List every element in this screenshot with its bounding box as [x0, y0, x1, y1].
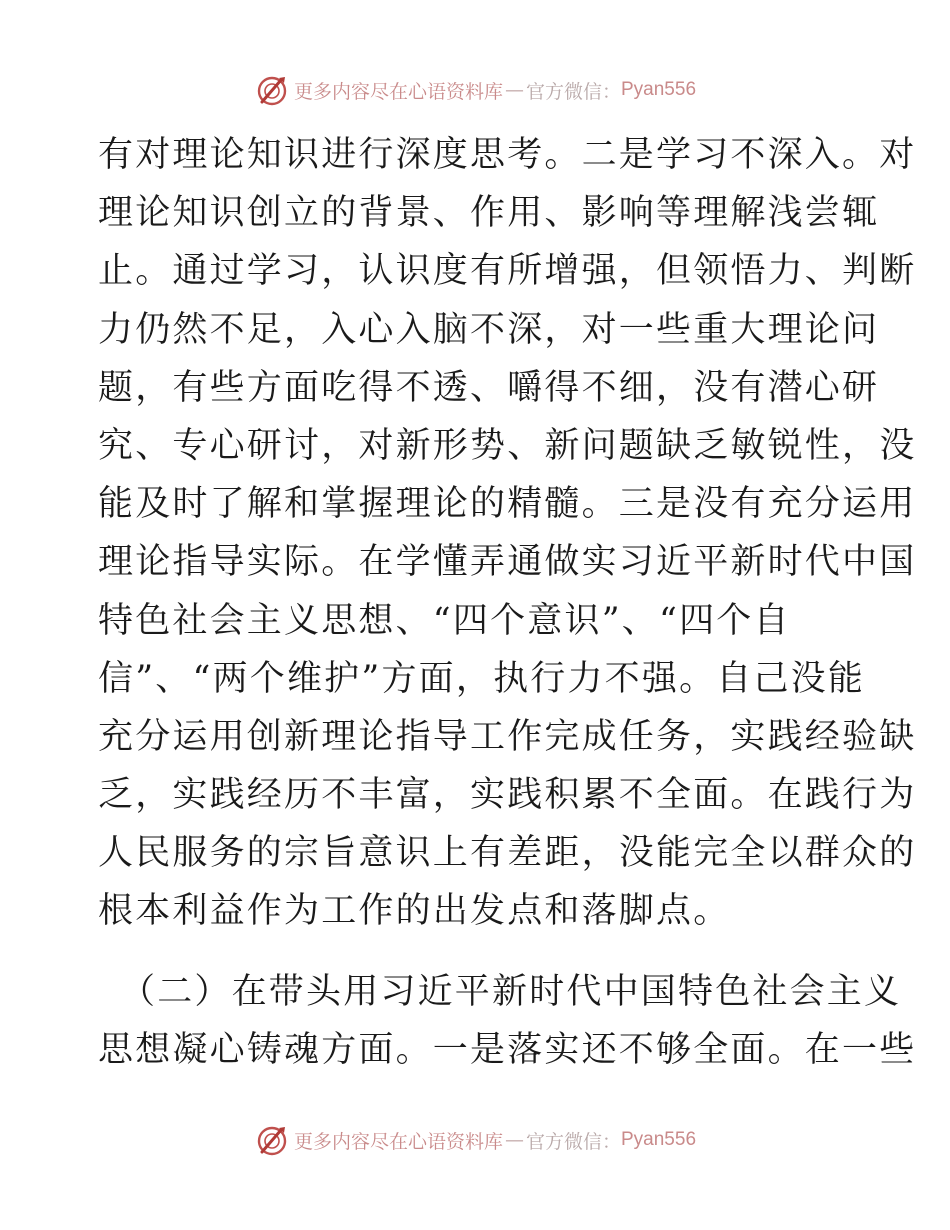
text-line: 止。通过学习，认识度有所增强，但领悟力、判断 — [98, 251, 917, 292]
brand-logo-icon — [254, 72, 290, 108]
text-line: 理论指导实际。在学懂弄通做实习近平新时代中国 — [98, 542, 917, 583]
watermark-brand: 更多内容尽在心语资料库 — [293, 80, 503, 103]
text-line: 信”、“两个维护”方面，执行力不强。自己没能 — [98, 658, 866, 699]
text-line: 有对理论知识进行深度思考。二是学习不深入。对 — [98, 135, 917, 175]
text-line: 乏，实践经历不丰富，实践积累不全面。在践行为 — [98, 775, 917, 816]
text-line: 究、专心研讨，对新形势、新问题缺乏敏锐性，没 — [98, 425, 917, 466]
text-line: 力仍然不足，入心入脑不深，对一些重大理论问 — [98, 309, 880, 350]
document-body — [98, 126, 917, 1079]
text-line: 思想凝心铸魂方面。一是落实还不够全面。在一些 — [98, 1029, 917, 1070]
text-line: 根本利益作为工作的出发点和落脚点。 — [98, 891, 731, 932]
watermark-wechat-label: 官方微信： — [525, 80, 621, 103]
text-line: 能及时了解和掌握理论的精髓。三是没有充分运用 — [98, 484, 917, 525]
text-line: 特色社会主义思想、“四个意识”、“四个自 — [98, 600, 791, 641]
text-line: 理论知识创立的背景、作用、影响等理解浅尝辄 — [98, 193, 880, 234]
section-heading-line: （二）在带头用习近平新时代中国特色社会主义 — [120, 971, 902, 1012]
watermark-wechat-id: Pyan556 — [621, 79, 697, 100]
text-line: 充分运用创新理论指导工作完成任务，实践经验缺 — [98, 716, 917, 757]
watermark-wechat-id: Pyan556 — [621, 1129, 697, 1150]
watermark-dash: — — [504, 79, 524, 101]
watermark-dash: — — [504, 1129, 524, 1151]
paragraph-1 — [98, 126, 917, 941]
watermark-brand: 更多内容尽在心语资料库 — [293, 1130, 503, 1153]
paragraph-2 — [98, 963, 917, 1079]
brand-logo-icon — [254, 1122, 290, 1158]
text-line: 题，有些方面吃得不透、嚼得不细，没有潜心研 — [98, 367, 880, 408]
text-line: 人民服务的宗旨意识上有差距，没能完全以群众的 — [98, 833, 917, 874]
paragraph-gap — [98, 941, 858, 963]
footer-watermark — [0, 1120, 950, 1160]
watermark-wechat-label: 官方微信： — [525, 1130, 621, 1153]
header-watermark — [0, 70, 950, 110]
